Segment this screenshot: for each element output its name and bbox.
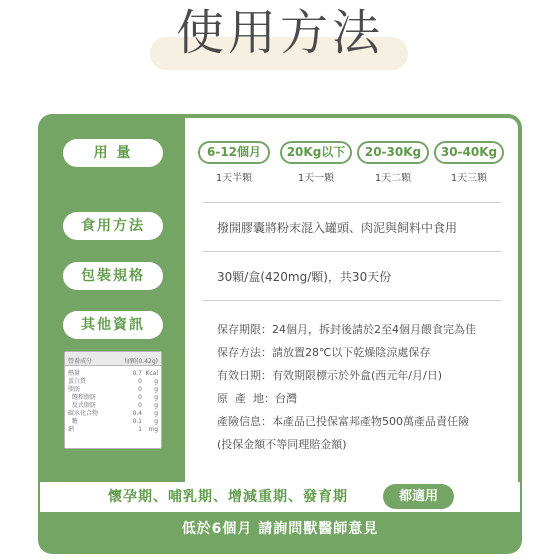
nutrient-name: 碳水化合物 xyxy=(68,410,99,417)
nutrient-unit: g xyxy=(154,378,158,385)
nutrient-name: 糖 xyxy=(68,418,78,425)
label-usage: 食用方法 xyxy=(63,212,163,240)
nutrient-unit: g xyxy=(154,394,158,401)
nutrient-name: 熱量 xyxy=(68,370,81,377)
nutrient-unit: g xyxy=(154,386,158,393)
nutrient-value: 0 xyxy=(138,394,142,401)
info-shelf-life: 保存期限：24個月，拆封後請於2至4個月餵食完為佳 xyxy=(217,323,476,336)
dosage-amount-3: 1天二顆 xyxy=(374,173,412,184)
page-title: 使用方法 xyxy=(175,5,384,61)
nutrition-row xyxy=(65,370,161,378)
nutrition-header-left: 營養成分 xyxy=(68,358,93,365)
nutrient-value: 0 xyxy=(138,378,142,385)
nutrient-name: 鈉 xyxy=(68,426,75,433)
nutrient-value: 1 xyxy=(138,426,142,433)
info-storage: 保存方法：請放置28℃以下乾燥陰涼處保存 xyxy=(217,346,431,359)
dosage-range-1: 6-12個月 xyxy=(198,141,270,164)
divider xyxy=(203,300,501,301)
nutrition-row xyxy=(65,410,161,418)
nutrition-header-right: 每顆(0.42g) xyxy=(124,358,158,365)
nutrient-unit: g xyxy=(154,418,158,425)
label-other: 其他資訊 xyxy=(63,311,163,339)
package-text: 30顆/盒(420mg/顆)，共30天份 xyxy=(217,270,392,284)
bottom-note: 低於6個月 請詢問獸醫師意見 xyxy=(181,521,379,537)
nutrient-value: 0.7 xyxy=(132,370,142,377)
dosage-range-4: 30-40Kg xyxy=(434,141,504,164)
nutrition-table xyxy=(64,351,162,449)
nutrient-name: 脂肪 xyxy=(68,386,81,393)
divider xyxy=(203,251,501,252)
label-package: 包裝規格 xyxy=(63,262,163,290)
nutrient-unit: g xyxy=(154,410,158,417)
dosage-amount-4: 1天三顆 xyxy=(450,173,488,184)
nutrient-unit: mg xyxy=(148,426,158,433)
nutrition-header xyxy=(65,352,161,366)
nutrition-row xyxy=(65,394,161,402)
divider xyxy=(203,202,501,203)
label-dosage: 用 量 xyxy=(63,139,163,167)
nutrient-name: 反式脂肪 xyxy=(68,402,96,409)
info-origin: 原 產 地：台灣 xyxy=(217,392,297,405)
nutrition-row xyxy=(65,402,161,410)
nutrient-unit: Kcal xyxy=(145,370,158,377)
nutrition-row xyxy=(65,426,161,434)
dosage-range-2: 20Kg以下 xyxy=(280,141,352,164)
nutrition-row xyxy=(65,386,161,394)
suitable-badge: 都適用 xyxy=(383,484,454,509)
nutrient-value: 0.1 xyxy=(132,418,142,425)
dosage-amount-2: 1天一顆 xyxy=(297,173,335,184)
nutrient-unit: g xyxy=(154,402,158,409)
info-insurance: 產險信息：本產品已投保富邦產物500萬產品責任險 xyxy=(217,415,469,428)
info-insurance-note: (投保金額不等同理賠金額) xyxy=(217,438,347,451)
nutrient-name: 蛋白質 xyxy=(68,378,87,385)
nutrition-row xyxy=(65,378,161,386)
suitable-text: 懷孕期、哺乳期、增減重期、發育期 xyxy=(108,489,348,505)
nutrient-value: 0.4 xyxy=(132,410,142,417)
nutrition-row xyxy=(65,418,161,426)
nutrient-value: 0 xyxy=(138,402,142,409)
dosage-amount-1: 1天半顆 xyxy=(215,173,253,184)
usage-text: 撥開膠囊將粉末混入罐頭、肉泥與飼料中食用 xyxy=(217,221,458,235)
nutrient-name: 飽和脂肪 xyxy=(68,394,96,401)
dosage-range-3: 20-30Kg xyxy=(357,141,429,164)
info-expiry: 有效日期：有效期限標示於外盒(西元年/月/日) xyxy=(217,369,442,382)
nutrient-value: 0 xyxy=(138,386,142,393)
